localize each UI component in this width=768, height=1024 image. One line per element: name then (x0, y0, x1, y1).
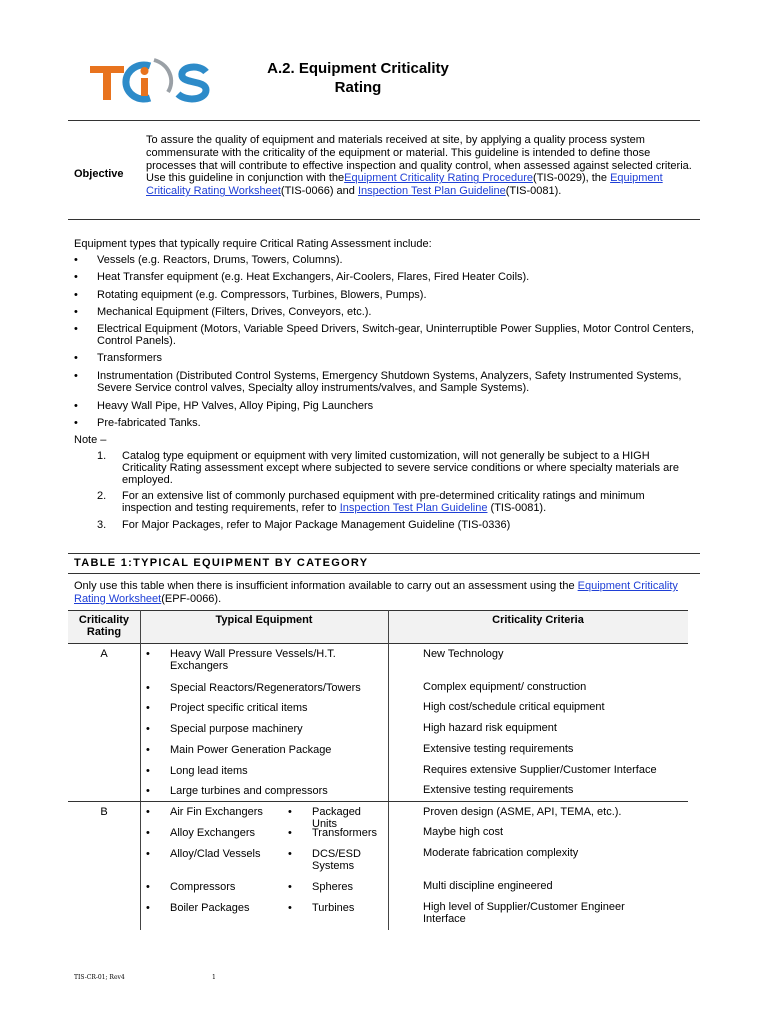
criteria-text: Proven design (ASME, API, TEMA, etc.). (423, 806, 622, 818)
objective-references (146, 172, 694, 198)
equipment-text: DCS/ESD Systems (312, 848, 361, 872)
bullet: • (74, 306, 78, 318)
link-inspection-test-plan[interactable]: Inspection Test Plan Guideline (339, 502, 488, 514)
list-item-text: Pre-fabricated Tanks. (97, 417, 201, 429)
row-divider (68, 801, 688, 802)
bullet: • (288, 806, 292, 818)
company-logo (88, 52, 238, 110)
bullet: • (146, 827, 150, 839)
bullet: • (74, 400, 78, 412)
header-criteria: Criticality Criteria (492, 614, 584, 626)
list-item-text: Mechanical Equipment (Filters, Drives, Conveyors, etc.). (97, 306, 372, 318)
column-divider (140, 610, 141, 930)
objective-text (146, 134, 694, 198)
link-criticality-worksheet[interactable]: Equipment Criticality Rating Worksheet (146, 172, 663, 198)
bullet: • (146, 723, 150, 735)
divider (68, 120, 700, 121)
table-title: TABLE 1:TYPICAL EQUIPMENT BY CATEGORY (74, 557, 369, 569)
note-number: 2. (97, 490, 107, 502)
criteria-text: Extensive testing requirements (423, 743, 574, 755)
bullet: • (288, 848, 292, 860)
bullet: • (74, 352, 78, 364)
page-title-line-2: Rating (334, 79, 382, 96)
bullet: • (146, 881, 150, 893)
bullet: • (288, 902, 292, 914)
equipment-text: Heavy Wall Pressure Vessels/H.T. Exchangers (170, 648, 336, 672)
rating-b: B (100, 806, 108, 818)
equipment-text: Alloy/Clad Vessels (170, 848, 261, 860)
bullet: • (74, 417, 78, 429)
link-criticality-worksheet[interactable]: Equipment Criticality Rating Worksheet (74, 580, 678, 605)
equipment-text: Spheres (312, 881, 353, 893)
note-text: Catalog type equipment or equipment with very limited customization, will not generally be subject to a HIGH Criticality Rating assessment except where subjected to severe service conditions or where specialty materials are employed. (122, 450, 679, 486)
table-description (74, 580, 694, 605)
bullet: • (146, 785, 150, 797)
objective-label: Objective (74, 168, 124, 180)
criteria-text: High cost/schedule critical equipment (423, 701, 605, 713)
note-label: Note – (74, 434, 107, 446)
criteria-text: Complex equipment/ construction (423, 681, 587, 693)
equipment-text: Air Fin Exchangers (170, 806, 263, 818)
rating-a: A (100, 648, 108, 660)
link-criticality-procedure[interactable]: Equipment Criticality Rating Procedure (344, 172, 534, 185)
divider (68, 219, 700, 220)
header-equipment: Typical Equipment (215, 614, 313, 626)
bullet: • (74, 254, 78, 266)
bullet: • (146, 702, 150, 714)
equipment-text: Special purpose machinery (170, 723, 303, 735)
divider (68, 573, 700, 574)
bullet: • (146, 744, 150, 756)
link-inspection-test-plan[interactable]: Inspection Test Plan Guideline (357, 185, 506, 198)
criteria-text: Moderate fabrication complexity (423, 847, 579, 859)
ref-text: (TIS-0066) and (280, 185, 358, 198)
list-item-text: Instrumentation (Distributed Control Systems, Emergency Shutdown Systems, Analyzers, Safety Instrumented Systems, Severe Service control valves, Specialty alloy instruments/valves, and Sample Systems). (97, 370, 682, 394)
equipment-text: Turbines (312, 902, 355, 914)
note-number: 1. (97, 450, 107, 462)
note-number: 3. (97, 519, 107, 531)
equipment-text: Special Reactors/Regenerators/Towers (170, 682, 361, 694)
divider (68, 553, 700, 554)
bullet: • (74, 370, 78, 382)
column-divider (388, 610, 389, 930)
header-rating: Criticality Rating (78, 614, 130, 638)
criteria-text: New Technology (423, 648, 504, 660)
bullet: • (146, 848, 150, 860)
equipment-text: Large turbines and compressors (170, 785, 328, 797)
note-text-part: For an extensive list of commonly purchased equipment with pre-determined criticality ratings and minimum inspection and testing requirements, refer to (122, 490, 645, 514)
ref-text: (TIS-0029), the (533, 172, 611, 185)
equipment-text: Packaged Units (312, 806, 361, 830)
list-item-text: Heavy Wall Pipe, HP Valves, Alloy Piping, Pig Launchers (97, 400, 374, 412)
criteria-text: Extensive testing requirements (423, 784, 574, 796)
bullet: • (146, 648, 150, 660)
footer-document-code: TIS-CR-01; Rev4 (74, 974, 125, 981)
list-item-text: Transformers (97, 352, 162, 364)
desc-text: Only use this table when there is insufficient information available to carry out an assessment using the (74, 580, 578, 592)
equipment-text: Compressors (170, 881, 236, 893)
equipment-item (146, 648, 382, 676)
bullet: • (288, 827, 292, 839)
equipment-intro: Equipment types that typically require Critical Rating Assessment include: (74, 238, 432, 250)
criteria-text: Maybe high cost (423, 826, 504, 838)
list-item-text: Heat Transfer equipment (e.g. Heat Exchangers, Air-Coolers, Flares, Fired Heater Coils). (97, 271, 530, 283)
equipment-text: Project specific critical items (170, 702, 308, 714)
equipment-text: Alloy Exchangers (170, 827, 255, 839)
equipment-text: Main Power Generation Package (170, 744, 332, 756)
criteria-text: Requires extensive Supplier/Customer Interface (423, 764, 657, 776)
ref-text: Use this guideline in conjunction with the (146, 172, 345, 185)
bullet: • (74, 323, 78, 335)
equipment-text: Boiler Packages (170, 902, 250, 914)
bullet: • (74, 289, 78, 301)
bullet: • (146, 902, 150, 914)
bullet: • (146, 765, 150, 777)
note-text-part: (TIS-0081). (487, 502, 547, 514)
equipment-text: Long lead items (170, 765, 248, 777)
bullet: • (146, 682, 150, 694)
bullet: • (146, 806, 150, 818)
footer-page-number: 1 (212, 974, 216, 981)
list-item-text: Vessels (e.g. Reactors, Drums, Towers, Columns). (97, 254, 343, 266)
page-title-line-1: A.2. Equipment Criticality (267, 60, 449, 77)
desc-text: (EPF-0066). (161, 592, 222, 605)
note-text (122, 490, 694, 514)
list-item-text: Rotating equipment (e.g. Compressors, Turbines, Blowers, Pumps). (97, 289, 427, 301)
ref-text: (TIS-0081). (505, 185, 562, 198)
bullet: • (288, 881, 292, 893)
criteria-text: High hazard risk equipment (423, 722, 557, 734)
bullet: • (74, 271, 78, 283)
objective-paragraph: To assure the quality of equipment and materials received at site, by applying a quality process system commensurate with the criticality of the equipment or material. This guideline is intended to define those processes that will contribute to effective inspection and quality control, when assessed against selected criteria. (146, 134, 692, 172)
list-item-text: Electrical Equipment (Motors, Variable Speed Drivers, Switch-gear, Uninterruptible Power Supplies, Motor Control Centers, Control Panels). (97, 323, 695, 347)
criteria-text: Multi discipline engineered (423, 880, 553, 892)
note-text: For Major Packages, refer to Major Package Management Guideline (TIS-0336) (122, 519, 511, 531)
criteria-text: High level of Supplier/Customer Engineer Interface (423, 901, 625, 925)
equipment-text: Transformers (312, 827, 377, 839)
